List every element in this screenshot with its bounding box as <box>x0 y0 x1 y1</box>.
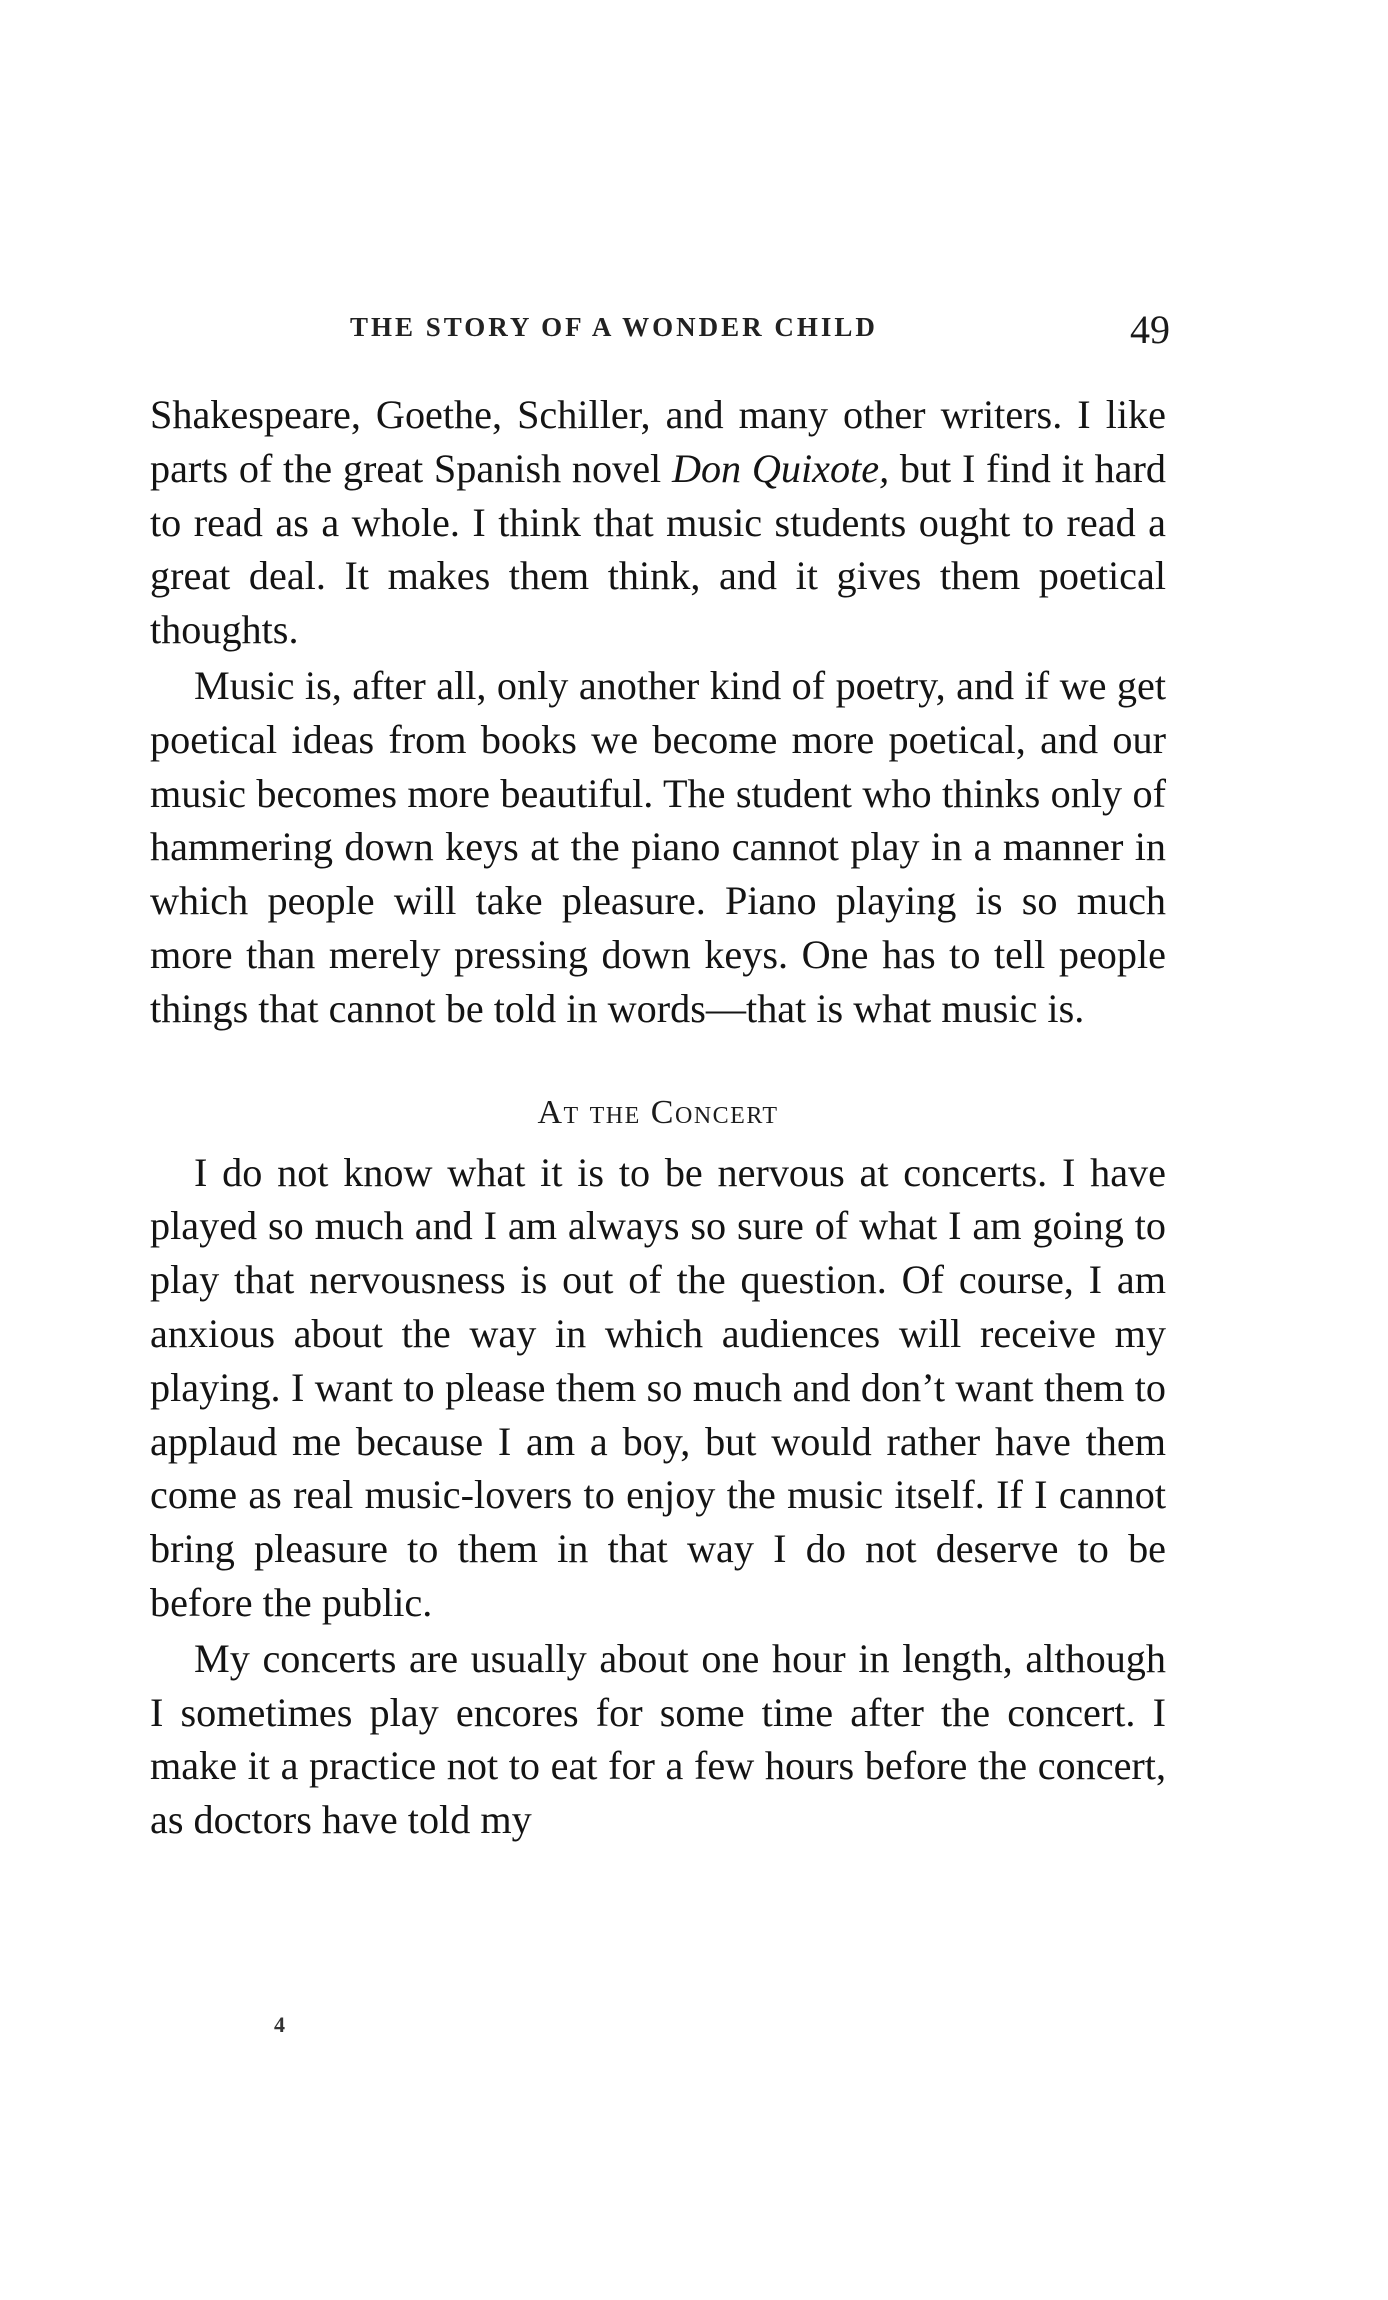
section-heading: At the Concert <box>537 1093 779 1131</box>
paragraph-1-rest: but I find it hard to read as a whole. I think that music students ought to read a great deal. It makes them think, and it gives them poetical thoughts. <box>150 445 1166 653</box>
paragraph-2: Music is, after all, only another kind of poetry, and if we get poetical ideas from books we become more poetical, and our music becomes more beautiful. The student who thinks only of hammering down keys at the piano cannot play in a manner in which people will take pleasure. Piano playing is so much more than merely pressing down keys. One has to tell people things that cannot be told in words—that is what music is. <box>150 662 1166 1031</box>
paragraph-1-lead: Shakespeare, Goethe, Schiller, and many other writers. I like parts of the great Spanish novel <box>150 392 1166 491</box>
paragraph-3: I do not know what it is to be nervous at concerts. I have played so much and I am always so sure of what I am going to play that nervousness is out of the question. Of course, I am anxious about the way in which audiences will receive my playing. I want to please them so much and don’t want them to applaud me because I am a boy, but would rather have them come as real music-lovers to enjoy the music itself. If I cannot bring pleasure to them in that way I do not deserve to be before the public. <box>150 1149 1166 1625</box>
paragraph-1 <box>150 388 1166 657</box>
running-title: THE STORY OF A WONDER CHILD <box>350 312 878 342</box>
page-number: 49 <box>1130 307 1170 352</box>
paragraph-4: My concerts are usually about one hour in length, although I sometimes play encores for some time after the concert. I make it a practice not to eat for a few hours before the concert, as doctors have told my <box>150 1635 1166 1843</box>
book-title-italic: Don Quixote, <box>671 445 890 491</box>
running-head <box>150 300 1170 350</box>
body-text <box>150 388 1166 1847</box>
printer-signature-mark: 4 <box>274 2012 285 2037</box>
